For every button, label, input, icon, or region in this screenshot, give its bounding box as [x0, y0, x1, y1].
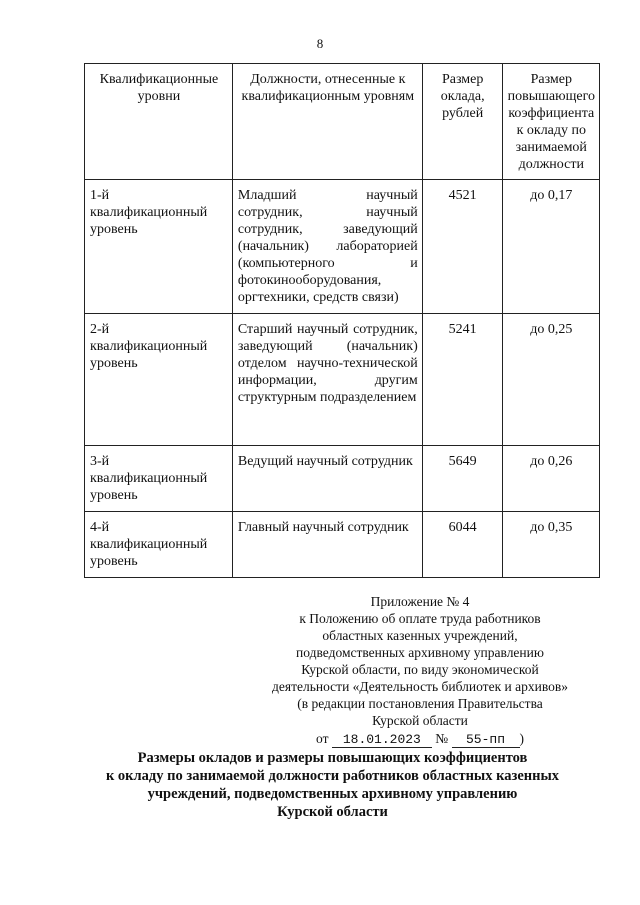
table-row [85, 314, 600, 446]
level-cell: 1-й квалификационный уровень [85, 180, 233, 314]
positions-cell: Ведущий научный сотрудник [232, 446, 422, 512]
coefficient-cell: до 0,17 [502, 180, 599, 314]
positions-cell: Младший научный сотрудник, научный сотрудник, заведующий (начальник) лабораторией (компьютерного и фотокинооборудования, оргтехники, средств связи) [232, 180, 422, 314]
resolution-number: 55-пп [452, 732, 520, 748]
resolution-reference [255, 730, 585, 748]
page-number: 8 [316, 36, 324, 51]
positions-cell: Главный научный сотрудник [232, 512, 422, 578]
annex-line: деятельности «Деятельность библиотек и архивов» [272, 679, 568, 694]
annex-block [255, 593, 585, 748]
level-cell: 3-й квалификационный уровень [85, 446, 233, 512]
positions-cell: Старший научный сотрудник, заведующий (начальник) отделом научно-технической информации, другим структурным подразделением [232, 314, 422, 446]
salary-cell: 5649 [422, 446, 502, 512]
coefficient-cell: до 0,26 [502, 446, 599, 512]
annex-line: к Положению об оплате труда работников [299, 611, 541, 626]
header-levels: Квалификационные уровни [85, 64, 233, 180]
annex-line: областных казенных учреждений, [322, 628, 518, 643]
title-line: Курской области [277, 804, 388, 820]
table-header-row [85, 64, 600, 180]
header-coefficient: Размер повышающего коэффициента к окладу по занимаемой должности [502, 64, 599, 180]
annex-line: Приложение № 4 [370, 594, 470, 609]
annex-line: подведомственных архивному управлению [296, 645, 544, 660]
annex-line: Курской области [372, 713, 468, 728]
title-line: Размеры окладов и размеры повышающих коэффициентов [137, 750, 528, 766]
salary-cell: 4521 [422, 180, 502, 314]
header-salary: Размер оклада, рублей [422, 64, 502, 180]
coefficient-cell: до 0,35 [502, 512, 599, 578]
from-label: от [316, 731, 329, 746]
level-cell: 2-й квалификационный уровень [85, 314, 233, 446]
document-title [60, 749, 605, 821]
title-line: учреждений, подведомственных архивному управлению [147, 786, 518, 802]
salary-cell: 5241 [422, 314, 502, 446]
title-line: к окладу по занимаемой должности работников областных казенных [105, 768, 560, 784]
annex-line: (в редакции постановления Правительства [297, 696, 543, 711]
closing-paren: ) [519, 731, 524, 746]
salary-cell: 6044 [422, 512, 502, 578]
header-positions: Должности, отнесенные к квалификационным уровням [232, 64, 422, 180]
number-label: № [435, 731, 449, 746]
table-row [85, 512, 600, 578]
table-row [85, 446, 600, 512]
table-row [85, 180, 600, 314]
annex-line: Курской области, по виду экономической [301, 662, 539, 677]
coefficient-cell: до 0,25 [502, 314, 599, 446]
salary-table [84, 63, 600, 578]
level-cell: 4-й квалификационный уровень [85, 512, 233, 578]
resolution-date: 18.01.2023 [332, 732, 432, 748]
